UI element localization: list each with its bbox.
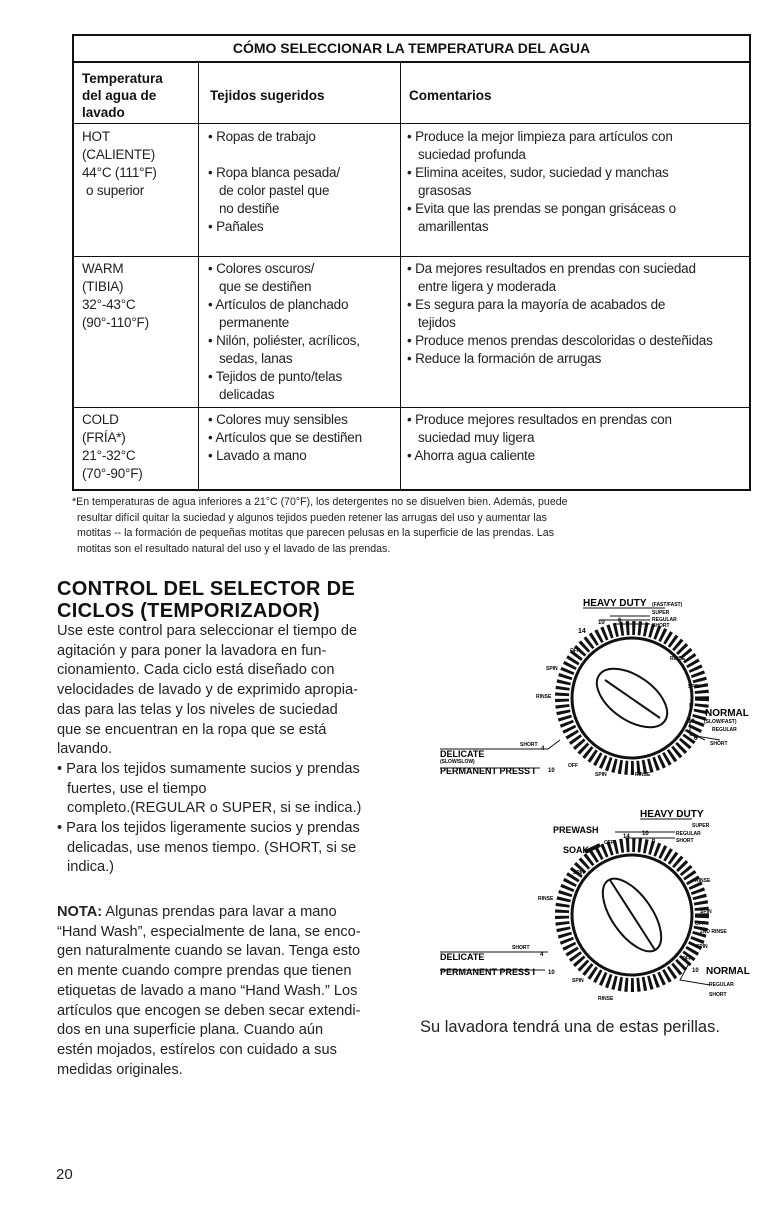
row-divider: [74, 123, 749, 124]
text-line: etiquetas de lavado a mano “Hand Wash.” Los: [57, 982, 358, 999]
cell-line: (CALIENTE): [82, 147, 156, 162]
label-off: OFF: [570, 648, 580, 654]
bullet-line: • Para los tejidos sumamente sucios y prendas: [57, 760, 360, 777]
label-slow-slow: (SLOW/SLOW): [440, 759, 475, 765]
cell-line: • Ahorra agua caliente: [407, 448, 535, 463]
label-heavy-duty: HEAVY DUTY: [640, 809, 704, 820]
text-line: dos en una superficie plana. Cuando aún: [57, 1022, 324, 1039]
section-title: [57, 578, 355, 622]
label-off: OFF: [695, 921, 705, 927]
note-label: NOTA:: [57, 904, 103, 920]
table-row-warm-temp: [82, 260, 149, 332]
cell-line: entre ligera y moderada: [418, 279, 556, 294]
bullet-line: indica.): [67, 859, 115, 876]
table-row-warm-fabrics: [208, 260, 360, 404]
cell-line: • Es segura para la mayoría de acabados de: [407, 297, 666, 312]
section-intro: [57, 622, 361, 878]
cell-line: COLD: [82, 412, 119, 427]
label-super: SUPER: [652, 610, 670, 616]
label-spin: SPIN: [688, 684, 700, 690]
footnote-line: motitas son el resultado natural del uso y el lavado de las prendas.: [77, 542, 391, 555]
cell-line: (TIBIA): [82, 279, 124, 294]
cell-line: suciedad muy ligera: [418, 430, 535, 445]
label-short: SHORT: [512, 945, 530, 951]
cell-line: • Pañales: [208, 219, 264, 234]
cell-line: • Ropa blanca pesada/: [208, 165, 340, 180]
bullet-line: completo.(REGULAR o SUPER, si se indica.): [67, 800, 362, 817]
text-line: das para las telas y los niveles de suciedad: [57, 701, 338, 718]
label-prewash: PREWASH: [553, 825, 599, 835]
cell-line: • Produce menos prendas descoloridas o desteñidas: [407, 333, 713, 348]
text-line: que se encuentran en la ropa que se está: [57, 721, 327, 738]
text-line: medidas originales.: [57, 1061, 183, 1078]
row-divider: [74, 407, 749, 408]
label-delicate: DELICATE: [440, 749, 485, 759]
cell-line: WARM: [82, 261, 124, 276]
label-short: SHORT: [652, 623, 670, 629]
label-short: SHORT: [520, 742, 538, 748]
cell-line: • Nilón, poliéster, acrílicos,: [208, 333, 360, 348]
cell-line: HOT: [82, 129, 110, 144]
text-line: cionamiento. Cada ciclo está diseñado con: [57, 662, 335, 679]
label-regular: REGULAR: [709, 982, 734, 988]
label-14: 14: [578, 628, 586, 635]
title-line: CICLOS (TEMPORIZADOR): [57, 600, 320, 622]
cell-line: que se destiñen: [219, 279, 312, 294]
table-row-cold-temp: [82, 411, 143, 483]
label-6: 6: [694, 736, 698, 742]
cell-line: • Reduce la formación de arrugas: [407, 351, 602, 366]
text-line: artículos que encogen se deben secar extendi-: [57, 1002, 361, 1019]
text-line: “Hand Wash”, especialmente de lana, se enco-: [57, 923, 361, 940]
cycle-dial-2: [420, 800, 765, 1005]
label-permanent-press: PERMANENT PRESS I: [440, 766, 536, 776]
cell-line: (90°-110°F): [82, 315, 149, 330]
page-number: 20: [56, 1166, 73, 1183]
cell-line: delicadas: [219, 387, 275, 402]
cell-line: suciedad profunda: [418, 147, 526, 162]
cell-line: • Da mejores resultados en prendas con suciedad: [407, 261, 696, 276]
label-rinse: RINSE: [538, 896, 554, 902]
cell-line: • Colores muy sensibles: [208, 412, 348, 427]
label-regular: REGULAR: [676, 831, 701, 837]
water-temperature-table: [72, 34, 751, 491]
header-line: lavado: [82, 105, 125, 120]
cell-line: • Produce mejores resultados en prendas con: [407, 412, 672, 427]
row-divider: [74, 256, 749, 257]
label-off: OFF: [682, 956, 692, 962]
label-rinse: RINSE: [670, 656, 686, 662]
label-short: SHORT: [709, 992, 727, 998]
label-10: 10: [688, 719, 695, 725]
label-rinse: RINSE: [536, 694, 552, 700]
cycle-dial-1: [420, 590, 765, 790]
cell-line: o superior: [86, 183, 145, 198]
label-super: SUPER: [692, 823, 710, 829]
label-rinse: RINSE: [635, 772, 651, 778]
table-row-hot-temp: [82, 128, 157, 200]
label-spin: SPIN: [573, 870, 585, 876]
cell-line: grasosas: [418, 183, 472, 198]
note-first-line: [57, 903, 361, 923]
label-normal: NORMAL: [706, 966, 750, 977]
header-line: del agua de: [82, 88, 157, 103]
bullet-line: delicadas, use menos tiempo. (SHORT, si se: [67, 839, 357, 856]
label-soak: SOAK: [563, 845, 590, 855]
cell-line: permanente: [219, 315, 290, 330]
cell-line: (70°-90°F): [82, 466, 143, 481]
header-line: Temperatura: [82, 71, 163, 86]
text-line: agitación y para poner la lavadora en fun-: [57, 642, 327, 659]
bullet-line: fuertes, use el tiempo: [67, 780, 207, 797]
label-normal: NORMAL: [705, 708, 749, 719]
table-row-warm-comments: [407, 260, 713, 368]
header-comments: Comentarios: [409, 88, 492, 103]
cell-line: 21°-32°C: [82, 448, 136, 463]
label-6: 6: [618, 618, 622, 624]
bullet-line: • Para los tejidos ligeramente sucios y prendas: [57, 820, 360, 837]
label-slow-fast: (SLOW/FAST): [704, 719, 737, 725]
label-fast-fast: (FAST/FAST): [652, 602, 683, 608]
label-10: 10: [598, 620, 605, 626]
cell-line: tejidos: [418, 315, 456, 330]
spacer: [208, 146, 340, 164]
table-row-cold-fabrics: [208, 411, 362, 465]
cell-line: • Tejidos de punto/telas: [208, 369, 343, 384]
cell-line: • Ropas de trabajo: [208, 129, 316, 144]
header-temperature: [82, 70, 163, 121]
cell-line: • Artículos de planchado: [208, 297, 349, 312]
text-line: lavando.: [57, 741, 113, 758]
section-note: [57, 903, 361, 1080]
cell-line: 44°C (111°F): [82, 165, 157, 180]
note-text: Algunas prendas para lavar a mano: [102, 904, 337, 920]
label-spin: SPIN: [572, 978, 584, 984]
table-row-cold-comments: [407, 411, 672, 465]
header-fabrics: Tejidos sugeridos: [210, 88, 325, 103]
cell-line: • Colores oscuros/: [208, 261, 315, 276]
label-rinse: RINSE: [695, 878, 711, 884]
footnote-line: *En temperaturas de agua inferiores a 21°C (70°F), los detergentes no se disuelven bien. Además, puede: [72, 496, 568, 508]
label-10: 10: [642, 831, 649, 837]
footnote-line: resultar difícil quitar la suciedad y algunos tejidos pueden retener las arrugas del uso y aumentar las: [77, 511, 547, 524]
label-off: OFF: [568, 763, 578, 769]
table-row-hot-comments: [407, 128, 676, 236]
cell-line: • Evita que las prendas se pongan grisáceas o: [407, 201, 676, 216]
table-footnote: [72, 495, 752, 557]
column-divider: [198, 61, 199, 489]
label-4: 4: [541, 746, 545, 752]
cell-line: 32°-43°C: [82, 297, 136, 312]
text-line: Use este control para seleccionar el tiempo de: [57, 623, 358, 639]
label-short: SHORT: [676, 838, 694, 844]
label-10: 10: [548, 970, 555, 976]
label-10: 10: [548, 768, 555, 774]
dial-caption: Su lavadora tendrá una de estas perillas.: [420, 1018, 720, 1036]
cell-line: • Lavado a mano: [208, 448, 307, 463]
text-line: en mente cuando compre prendas que tienen: [57, 963, 352, 980]
label-spin: SPIN: [696, 944, 708, 950]
cell-line: amarillentas: [418, 219, 489, 234]
cell-line: sedas, lanas: [219, 351, 293, 366]
cell-line: no destiñe: [219, 201, 280, 216]
text-line: velocidades de lavado y de exprimido apropia-: [57, 682, 358, 699]
table-title: CÓMO SELECCIONAR LA TEMPERATURA DEL AGUA: [74, 36, 749, 63]
label-spin: SPIN: [595, 772, 607, 778]
cell-line: • Elimina aceites, sudor, suciedad y manchas: [407, 165, 669, 180]
label-14: 14: [623, 834, 630, 840]
label-spin: SPIN: [546, 666, 558, 672]
label-off: OFF: [604, 840, 614, 846]
label-4: 4: [540, 952, 544, 958]
cell-line: de color pastel que: [219, 183, 330, 198]
label-6: 6: [652, 838, 656, 844]
table-row-hot-fabrics: [208, 128, 340, 236]
label-regular: REGULAR: [712, 727, 737, 733]
title-line: CONTROL DEL SELECTOR DE: [57, 578, 356, 600]
label-10: 10: [692, 968, 699, 974]
text-line: gen naturalmente cuando se lavan. Tenga esto: [57, 943, 361, 960]
text-line: estén mojados, estírelos con cuidado a sus: [57, 1041, 337, 1058]
label-spin: SPIN: [700, 909, 712, 915]
label-heavy-duty: HEAVY DUTY: [583, 598, 647, 609]
cell-line: • Artículos que se destiñen: [208, 430, 362, 445]
footnote-line: motitas -- la formación de pequeñas motitas que parecen pelusas en la superficie de las prendas. Las: [77, 527, 554, 539]
label-2nd-rinse: 2ND RINSE: [700, 929, 727, 935]
label-rinse: RINSE: [598, 996, 614, 1002]
label-regular: REGULAR: [652, 617, 677, 623]
label-short: SHORT: [710, 741, 728, 747]
cell-line: (FRÍA*): [82, 430, 126, 445]
label-permanent-press: PERMANENT PRESS I: [440, 967, 536, 977]
cell-line: • Produce la mejor limpieza para artículos con: [407, 129, 673, 144]
label-delicate: DELICATE: [440, 952, 485, 962]
column-divider: [400, 61, 401, 489]
